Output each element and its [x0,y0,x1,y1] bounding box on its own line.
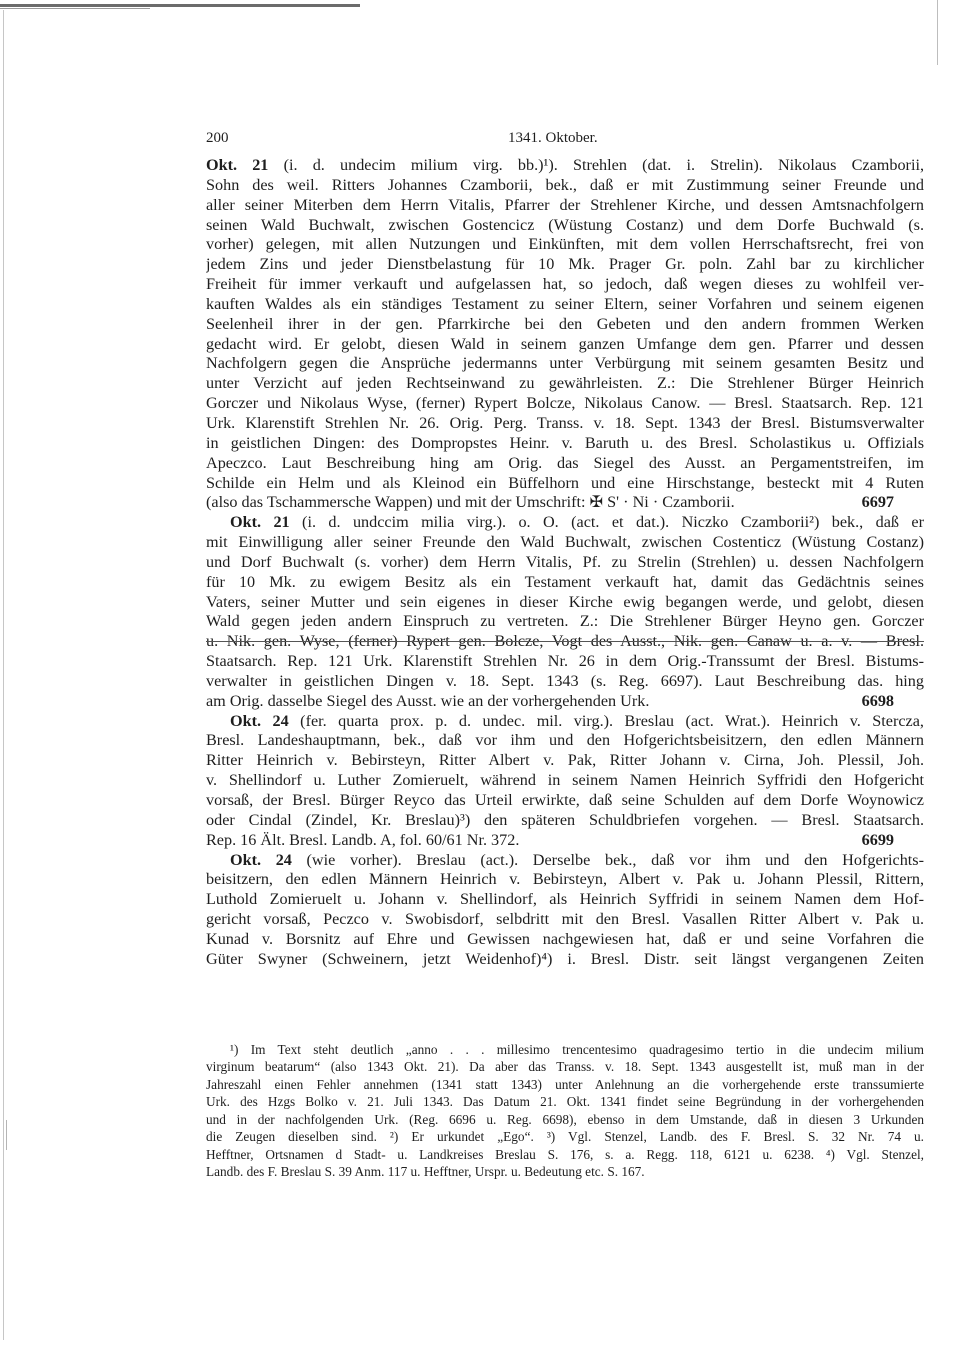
text-line-struck: u. Nik. gen. Wyse, (ferner) Rypert gen. Bolcze, Vogt des Ausst., Nik. gen. Canaw u. a. v. — Bresl. [206,632,924,651]
text-line: für 10 Mk. zu ewigem Besitz als ein Testament verkauft hat, damit das Gedächtnis seines [206,572,924,591]
text-line: Ritter Heinrich v. Bebirsteyn, Ritter Albert v. Pak, Ritter Johann v. Cirna, Joh. Plessil, Joh. [206,751,924,770]
text-line: Urk. Klarenstift Strehlen Nr. 26. Orig. Perg. Transs. v. 18. Sept. 1343 der Bresl. Bistumsverwalter [206,413,924,432]
running-title: 1341. Oktober. [508,130,598,146]
footnote-line: Landb. des F. Breslau S. 39 Anm. 117 u. Hefftner, Urspr. u. Bedeutung etc. S. 167. [206,1164,645,1180]
scan-edge-right [937,0,938,65]
text-line: jedem Zins und jeder Dienstbelastung für 10 Mk. Prager Gr. poln. Zahl bar zu kirchlicher [206,255,924,274]
footnote-line: die Zeugen dieselben sind. ²) Er urkundet „Ego“. ³) Vgl. Stenzel, Landb. des F. Bresl. S. 32 Nr. 74 u. [206,1129,924,1145]
text-line: vorsaß, der Bresl. Bürger Reyco das Urteil erwirkte, daß seine Schulden auf dem Dorfe Woynowicz [206,791,924,809]
text-line: Kunad v. Borsnitz auf Ehre und Gewissen nachgewiesen hat, daß er und seine Vorfahren die [206,929,924,948]
text-line: unter Verzicht auf jeden Rechtseinwand zu gewährleisten. Z.: Die Strehlener Bürger Heinrich [206,374,924,393]
text-line: Okt. 24 (fer. quarta prox. p. d. undec. mil. virg.). Breslau (act. Wrat.). Heinrich v. Stercza, [230,711,924,730]
register-number: 6699 [861,830,894,849]
entry-end-line [206,493,924,513]
text-line: Staatsarch. Rep. 121 Urk. Klarenstift Strehlen Nr. 26 in dem Orig.-Transsumt der Bresl. Bistums- [206,652,924,671]
text-line: vorher) gelegen, mit allen Nutzungen und Einkünften, mit dem vollen Herrschaftsrecht, frei von [206,235,924,254]
main-text [206,156,924,970]
footnote-line: virginum beatarum“ (also 1343 Okt. 21). Da aber das Transs. v. 18. Sept. 1343 ausgestellt ist, muß man in der [206,1059,924,1075]
register-number: 6697 [861,493,894,512]
footnote-line: Jahreszahl einen Fehler annehmen (1341 statt 1343) unter Anlehnung an die vorhergehende erste transsumierte [206,1076,924,1092]
text-line: kauften Waldes als ein ständiges Testament zu seiner Eltern, seiner Vorfahren und seinem eigenen [206,294,924,313]
entry-end-line [206,692,924,712]
text-line: am Orig. dasselbe Siegel des Ausst. wie an der vorhergehenden Urk. [206,691,650,710]
footnotes [206,1041,924,1181]
text-line: gericht vorsaß, Peczco v. Swobisdorf, selbdritt mit den Bresl. Vasallen Ritter Albert v. Pak u. [206,910,924,929]
page-header [206,130,924,152]
text-line: Vaters, seiner Mutter und sein eigenes in dieser Kirche ewig begangen werde, und gelobt, diesen [206,592,924,611]
text-line: Luthold Zomieruelt u. Johann v. Shellindorf, als Heinrich Syffridi in seinem Namen dem Hof- [206,890,924,909]
text-line: aller seiner Miterben dem Herrn Vitalis, Pfarrer der Strehlener Kirche, und dessen Amtsnachfolgern [206,195,924,214]
text-line: oder Cindal (Zindel, Kr. Breslau)³) den späteren Schuldbriefen vorgehen. — Bresl. Staatsarch. [206,810,924,829]
text-line: Wald gegen jeden andern Einspruch zu vertreten. Z.: Die Strehlener Bürger Heyno gen. Gorczer [206,612,924,631]
text-line: Okt. 24 (wie vorher). Breslau (act.). Derselbe bek., daß vor ihm und den Hofgerichts- [230,850,924,869]
footnote-line: Urk. des Hzgs Bolko v. 21. Juli 1343. Das Datum 21. Okt. 1341 findet seine Begründung in der vorhergehenden [206,1094,924,1110]
scan-edge-top-thin [0,8,150,9]
text-line: verwalter in geistlichen Dingen v. 18. Sept. 1343 (s. Reg. 6697). Laut Beschreibung das. hing [206,671,924,690]
text-line: Bresl. Landeshauptmann, bek., daß vor ihm und den Hofgerichtsbeisitzern, den edlen Männern [206,731,924,750]
footnote-line: Hefftner, Ortsnamen d Stadt- u. Landkreises Breslau S. 176, s. a. Regg. 118, 6121 u. 6238. ⁴) Vgl. Stenzel, [206,1146,924,1162]
text-line: v. Shellindorf u. Luther Zomieruelt, während in seinem Namen Heinrich Syffridi den Hofgericht [206,771,924,790]
footnote-line: ¹) Im Text steht deutlich „anno . . . millesimo trencentesimo quadragesimo tertio in die undecim milium [230,1042,924,1057]
text-line: in geistlichen Dingen: des Dompropstes Heinr. v. Baruth u. des Bresl. Scholastikus u. Offizials [206,433,924,452]
text-line: Okt. 21 (i. d. undccim milia virg.). o. O. (act. et dat.). Niczko Czamborii²) bek., daß er [230,513,924,532]
text-line: Rep. 16 Ält. Bresl. Landb. A, fol. 60/61 Nr. 372. [206,830,520,849]
entry-end-line [206,831,924,851]
text-line: Freiheit für immer verkauft und aufgelassen hat, so jedoch, daß wegen dieses zu wohlfeil ver- [206,275,924,294]
text-line: Apeczco. Laut Beschreibung hing am Orig. das Siegel des Ausst. an Pergamentstreifen, im [206,453,924,472]
entry-date: Okt. 21 [206,156,269,174]
text-line: beisitzern, den edlen Männern Heinrich v. Bebirsteyn, Albert v. Pak u. Johann Plessil, Rittern, [206,870,924,889]
entry-date: Okt. 24 [230,850,292,869]
text-line: Gorczer und Nikolaus Wyse, (ferner) Rypert Bolcze, Nikolaus Canow. — Bresl. Staatsarch. Rep. 121 [206,394,924,413]
register-number: 6698 [861,691,894,710]
text-line: (also das Tschammersche Wappen) und mit der Umschrift: ✠ S' · Ni · Czamborii. [206,493,735,512]
text-line: und Dorf Buchwalt (s. vorher) dem Herrn Vitalis, Pf. zu Strelin (Strehlen) u. dessen Nachfolgern [206,552,924,571]
text-line: Schilde ein Helm und als Kleinod ein Büffelhorn und eine Hirschstange, besteckt mit 4 Ruten [206,473,924,492]
text-line: gedacht wird. Er gelobt, diesen Wald in seinem ganzen Umfange dem gen. Pfarrer und dessen [206,334,924,353]
text-line: Sohn des weil. Ritters Johannes Czamborii, bek., daß er mit Zustimmung seiner Freunde und [206,175,924,194]
text-line: Güter Swyner (Schweinern, jetzt Weidenhof)⁴) i. Bresl. Distr. seit längst vergangenen Zeiten [206,949,924,968]
scan-edge-left [3,10,4,1340]
text-line: Seelenheil ihrer in der gen. Pfarrkirche bei den Gebeten und den andern frommen Werken [206,314,924,333]
page-number: 200 [206,130,229,146]
text-line: seinen Wald Buchwalt, zwischen Gostencicz (Wüstung Costanz) und dem Dorfe Buchwald (s. [206,215,924,234]
text-line: Okt. 21 (i. d. undecim milium virg. bb.)¹). Strehlen (dat. i. Strelin). Nikolaus Czamborii, [206,156,924,174]
text-line: Nachfolgern gegen die Ansprüche jedermanns unter Verbürgung mit seinem gesamten Besitz und [206,354,924,373]
scan-edge-top [0,4,360,7]
scan-margin-mark [6,1120,27,1150]
entry-date: Okt. 24 [230,711,289,730]
footnote-line: und in der nachfolgenden Urk. (Reg. 6696 u. Reg. 6698), ebenso in dem Umstande, daß in diesen 3 Urkunden [206,1111,924,1127]
text-line: mit Einwilligung aller seiner Freunde den Wald Buchwalt, zwischen Costenticz (Wüstung Costanz) [206,533,924,552]
entry-date: Okt. 21 [230,513,290,532]
